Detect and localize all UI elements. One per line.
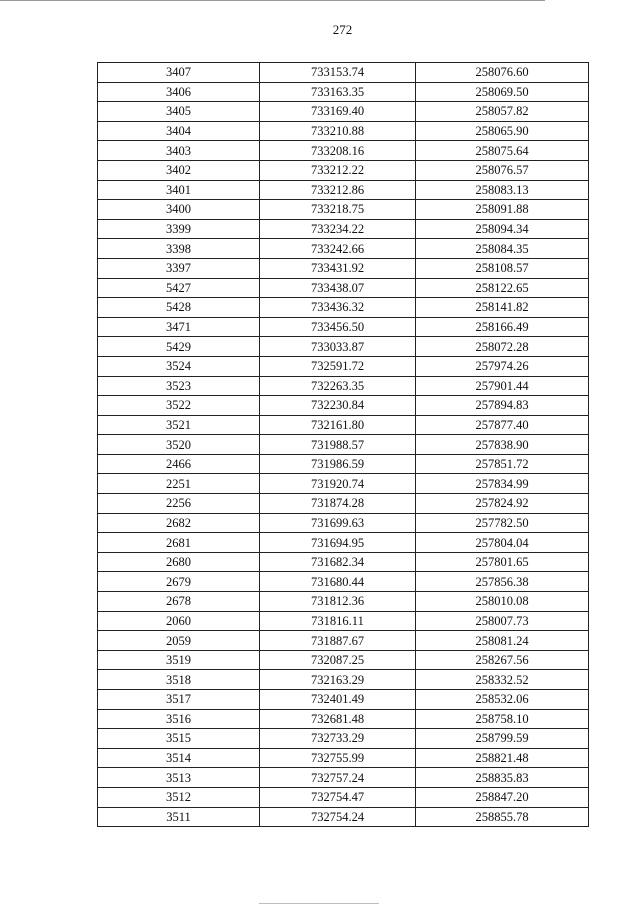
table-row: [98, 356, 589, 376]
point-number-cell: 3403: [98, 141, 260, 161]
x-coordinate-cell: 733033.87: [260, 337, 416, 357]
x-coordinate-cell: 731988.57: [260, 435, 416, 455]
y-coordinate-cell: 258847.20: [416, 787, 589, 807]
table-row: [98, 807, 589, 827]
table-row: [98, 454, 589, 474]
point-number-cell: 3521: [98, 415, 260, 435]
point-number-cell: 3524: [98, 356, 260, 376]
point-number-cell: 3513: [98, 768, 260, 788]
table-row: [98, 141, 589, 161]
table-row: [98, 102, 589, 122]
x-coordinate-cell: 733242.66: [260, 239, 416, 259]
x-coordinate-cell: 733163.35: [260, 82, 416, 102]
y-coordinate-cell: 258532.06: [416, 690, 589, 710]
point-number-cell: 3405: [98, 102, 260, 122]
point-number-cell: 3401: [98, 180, 260, 200]
x-coordinate-cell: 731694.95: [260, 533, 416, 553]
y-coordinate-cell: 258076.57: [416, 160, 589, 180]
y-coordinate-cell: 257804.04: [416, 533, 589, 553]
y-coordinate-cell: 258267.56: [416, 650, 589, 670]
x-coordinate-cell: 732591.72: [260, 356, 416, 376]
x-coordinate-cell: 731874.28: [260, 494, 416, 514]
top-rule: [0, 0, 545, 1]
table-row: [98, 592, 589, 612]
table-row: [98, 63, 589, 83]
point-number-cell: 2466: [98, 454, 260, 474]
x-coordinate-cell: 731816.11: [260, 611, 416, 631]
table-row: [98, 474, 589, 494]
y-coordinate-cell: 258076.60: [416, 63, 589, 83]
table-row: [98, 121, 589, 141]
y-coordinate-cell: 258065.90: [416, 121, 589, 141]
point-number-cell: 2680: [98, 552, 260, 572]
table-row: [98, 768, 589, 788]
x-coordinate-cell: 733436.32: [260, 298, 416, 318]
x-coordinate-cell: 733212.22: [260, 160, 416, 180]
x-coordinate-cell: 731887.67: [260, 631, 416, 651]
x-coordinate-cell: 733438.07: [260, 278, 416, 298]
point-number-cell: 2251: [98, 474, 260, 494]
table-row: [98, 552, 589, 572]
point-number-cell: 3511: [98, 807, 260, 827]
point-number-cell: 2059: [98, 631, 260, 651]
table-row: [98, 160, 589, 180]
y-coordinate-cell: 258758.10: [416, 709, 589, 729]
x-coordinate-cell: 731680.44: [260, 572, 416, 592]
table-row: [98, 435, 589, 455]
y-coordinate-cell: 257824.92: [416, 494, 589, 514]
y-coordinate-cell: 257894.83: [416, 396, 589, 416]
bottom-rule: [259, 903, 379, 904]
table-row: [98, 748, 589, 768]
y-coordinate-cell: 258083.13: [416, 180, 589, 200]
point-number-cell: 3399: [98, 219, 260, 239]
x-coordinate-cell: 733431.92: [260, 258, 416, 278]
x-coordinate-cell: 732087.25: [260, 650, 416, 670]
y-coordinate-cell: 257877.40: [416, 415, 589, 435]
table-row: [98, 415, 589, 435]
point-number-cell: 3518: [98, 670, 260, 690]
point-number-cell: 2681: [98, 533, 260, 553]
x-coordinate-cell: 732161.80: [260, 415, 416, 435]
table-row: [98, 396, 589, 416]
y-coordinate-cell: 258091.88: [416, 200, 589, 220]
x-coordinate-cell: 732754.47: [260, 787, 416, 807]
point-number-cell: 3517: [98, 690, 260, 710]
table-row: [98, 258, 589, 278]
y-coordinate-cell: 258010.08: [416, 592, 589, 612]
y-coordinate-cell: 257974.26: [416, 356, 589, 376]
table-row: [98, 239, 589, 259]
y-coordinate-cell: 258075.64: [416, 141, 589, 161]
x-coordinate-cell: 731986.59: [260, 454, 416, 474]
x-coordinate-cell: 732230.84: [260, 396, 416, 416]
table-row: [98, 219, 589, 239]
y-coordinate-cell: 257851.72: [416, 454, 589, 474]
point-number-cell: 3398: [98, 239, 260, 259]
x-coordinate-cell: 732755.99: [260, 748, 416, 768]
table-row: [98, 572, 589, 592]
point-number-cell: 3515: [98, 729, 260, 749]
table-row: [98, 513, 589, 533]
y-coordinate-cell: 258799.59: [416, 729, 589, 749]
table-row: [98, 650, 589, 670]
point-number-cell: 3516: [98, 709, 260, 729]
point-number-cell: 5428: [98, 298, 260, 318]
y-coordinate-cell: 258332.52: [416, 670, 589, 690]
point-number-cell: 2682: [98, 513, 260, 533]
table-row: [98, 729, 589, 749]
y-coordinate-cell: 258081.24: [416, 631, 589, 651]
table-row: [98, 611, 589, 631]
point-number-cell: 3402: [98, 160, 260, 180]
y-coordinate-cell: 257838.90: [416, 435, 589, 455]
point-number-cell: 2256: [98, 494, 260, 514]
point-number-cell: 3520: [98, 435, 260, 455]
table-row: [98, 709, 589, 729]
point-number-cell: 5429: [98, 337, 260, 357]
table-row: [98, 787, 589, 807]
coordinates-table: [97, 62, 589, 827]
point-number-cell: 3407: [98, 63, 260, 83]
x-coordinate-cell: 732757.24: [260, 768, 416, 788]
x-coordinate-cell: 732681.48: [260, 709, 416, 729]
point-number-cell: 3523: [98, 376, 260, 396]
table-row: [98, 82, 589, 102]
table-row: [98, 631, 589, 651]
y-coordinate-cell: 258072.28: [416, 337, 589, 357]
y-coordinate-cell: 258166.49: [416, 317, 589, 337]
point-number-cell: 3406: [98, 82, 260, 102]
y-coordinate-cell: 258007.73: [416, 611, 589, 631]
point-number-cell: 2678: [98, 592, 260, 612]
x-coordinate-cell: 733208.16: [260, 141, 416, 161]
x-coordinate-cell: 732163.29: [260, 670, 416, 690]
point-number-cell: 3512: [98, 787, 260, 807]
x-coordinate-cell: 733210.88: [260, 121, 416, 141]
x-coordinate-cell: 731812.36: [260, 592, 416, 612]
y-coordinate-cell: 258108.57: [416, 258, 589, 278]
table-row: [98, 376, 589, 396]
table-row: [98, 298, 589, 318]
y-coordinate-cell: 257782.50: [416, 513, 589, 533]
table-row: [98, 533, 589, 553]
table-row: [98, 278, 589, 298]
y-coordinate-cell: 257801.65: [416, 552, 589, 572]
x-coordinate-cell: 732754.24: [260, 807, 416, 827]
table-row: [98, 494, 589, 514]
x-coordinate-cell: 733218.75: [260, 200, 416, 220]
y-coordinate-cell: 258057.82: [416, 102, 589, 122]
point-number-cell: 3404: [98, 121, 260, 141]
y-coordinate-cell: 258821.48: [416, 748, 589, 768]
point-number-cell: 3514: [98, 748, 260, 768]
x-coordinate-cell: 733234.22: [260, 219, 416, 239]
point-number-cell: 3400: [98, 200, 260, 220]
x-coordinate-cell: 731920.74: [260, 474, 416, 494]
table-row: [98, 690, 589, 710]
point-number-cell: 2679: [98, 572, 260, 592]
y-coordinate-cell: 257856.38: [416, 572, 589, 592]
y-coordinate-cell: 258069.50: [416, 82, 589, 102]
y-coordinate-cell: 258855.78: [416, 807, 589, 827]
x-coordinate-cell: 732401.49: [260, 690, 416, 710]
y-coordinate-cell: 258141.82: [416, 298, 589, 318]
y-coordinate-cell: 257834.99: [416, 474, 589, 494]
table-row: [98, 337, 589, 357]
page-number: 272: [332, 22, 353, 37]
point-number-cell: 5427: [98, 278, 260, 298]
x-coordinate-cell: 733212.86: [260, 180, 416, 200]
x-coordinate-cell: 732733.29: [260, 729, 416, 749]
y-coordinate-cell: 258084.35: [416, 239, 589, 259]
y-coordinate-cell: 257901.44: [416, 376, 589, 396]
point-number-cell: 3519: [98, 650, 260, 670]
point-number-cell: 3471: [98, 317, 260, 337]
x-coordinate-cell: 731682.34: [260, 552, 416, 572]
x-coordinate-cell: 732263.35: [260, 376, 416, 396]
point-number-cell: 3522: [98, 396, 260, 416]
point-number-cell: 3397: [98, 258, 260, 278]
y-coordinate-cell: 258094.34: [416, 219, 589, 239]
point-number-cell: 2060: [98, 611, 260, 631]
table-row: [98, 317, 589, 337]
y-coordinate-cell: 258122.65: [416, 278, 589, 298]
coordinates-table-body: [98, 63, 589, 827]
y-coordinate-cell: 258835.83: [416, 768, 589, 788]
x-coordinate-cell: 733153.74: [260, 63, 416, 83]
table-row: [98, 180, 589, 200]
x-coordinate-cell: 733456.50: [260, 317, 416, 337]
x-coordinate-cell: 733169.40: [260, 102, 416, 122]
x-coordinate-cell: 731699.63: [260, 513, 416, 533]
table-row: [98, 670, 589, 690]
table-row: [98, 200, 589, 220]
